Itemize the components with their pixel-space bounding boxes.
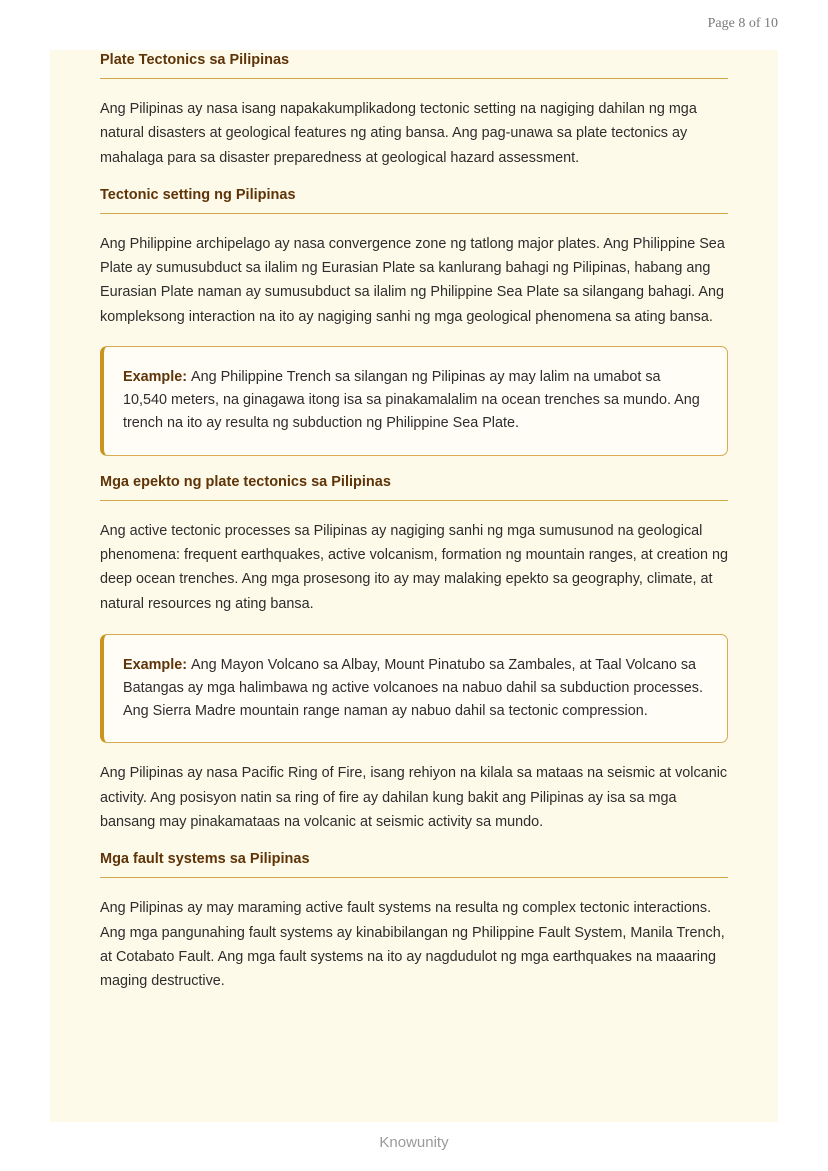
example-label: Example: <box>123 369 191 386</box>
section-paragraph: Ang Philippine archipelago ay nasa convergence zone ng tatlong major plates. Ang Philippine Sea Plate ay sumusubduct sa ilalim ng Eurasian Plate sa kanlurang bahagi ng Pilipinas, habang ang Eurasian Plate naman ay sumusubduct sa ilalim ng Philippine Sea Plate sa silangang bahagi. Ang kompleksong interaction na ito ay nagiging sanhi ng mga geological phenomena sa ating bansa. <box>100 235 725 325</box>
section-heading: Plate Tectonics sa Pilipinas <box>100 52 728 79</box>
section-heading: Mga epekto ng plate tectonics sa Pilipinas <box>100 474 728 501</box>
section-paragraph: Ang Pilipinas ay nasa Pacific Ring of Fire, isang rehiyon na kilala sa mataas na seismic at volcanic activity. Ang posisyon natin sa ring of fire ay dahilan kung bakit ang Pilipinas ay isa sa mga bansang may pinakamataas na volcanic at seismic activity sa mundo. <box>100 765 728 831</box>
section-heading: Tectonic setting ng Pilipinas <box>100 187 728 214</box>
document-page <box>50 50 778 1122</box>
section-heading: Mga fault systems sa Pilipinas <box>100 851 728 878</box>
example-box <box>100 634 728 744</box>
section-paragraph: Ang Pilipinas ay may maraming active fault systems na resulta ng complex tectonic interactions. Ang mga pangunahing fault systems ay kinabibilangan ng Philippine Fault System, Manila Trench, at Cotabato Fault. Ang mga fault systems na ito ay nagdudulot ng mga earthquakes na maaaring maging destructive. <box>100 900 725 990</box>
section-paragraph: Ang Pilipinas ay nasa isang napakakumplikadong tectonic setting na nagiging dahilan ng mga natural disasters at geological features ng ating bansa. Ang pag-unawa sa plate tectonics ay mahalaga para sa disaster preparedness at geological hazard assessment. <box>100 101 697 166</box>
example-label: Example: <box>123 656 191 673</box>
example-box <box>100 346 728 456</box>
page-content <box>100 50 728 994</box>
example-text: Ang Mayon Volcano sa Albay, Mount Pinatubo sa Zambales, at Taal Volcano sa Batangas ay mga halimbawa ng active volcanoes na nabuo dahil sa subduction processes. Ang Sierra Madre mountain range naman ay nabuo dahil sa tectonic compression. <box>123 656 703 720</box>
page-number: Page 8 of 10 <box>707 16 778 31</box>
footer-brand: Knowunity <box>379 1134 449 1151</box>
section-paragraph: Ang active tectonic processes sa Pilipinas ay nagiging sanhi ng mga sumusunod na geological phenomena: frequent earthquakes, active volcanism, formation ng mountain ranges, at creation ng deep ocean trenches. Ang mga prosesong ito ay may malaking epekto sa geography, climate, at natural resources ng ating bansa. <box>100 522 728 612</box>
example-text: Ang Philippine Trench sa silangan ng Pilipinas ay may lalim na umabot sa 10,540 meters, na ginagawa itong isa sa pinakamalalim na ocean trenches sa mundo. Ang trench na ito ay resulta ng subduction ng Philippine Sea Plate. <box>123 369 700 432</box>
